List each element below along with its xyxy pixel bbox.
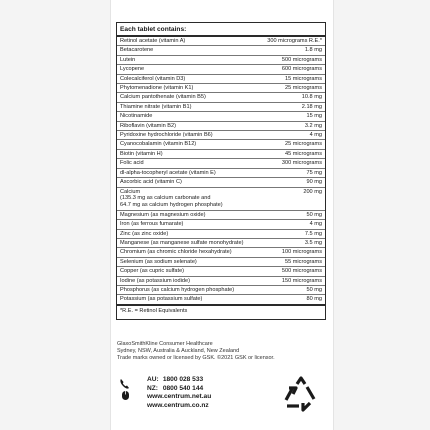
- ingredient-name: Chromium (as chromic chloride hexahydrate): [120, 249, 232, 256]
- ingredient-name: Retinol acetate (vitamin A): [120, 38, 186, 44]
- phone-nz[interactable]: 0800 540 144: [162, 384, 204, 392]
- table-row: [117, 159, 325, 168]
- recycle-icon: [283, 376, 319, 412]
- nutrient-table: [116, 22, 326, 320]
- contact-icons: [119, 377, 141, 401]
- table-row: [117, 258, 325, 267]
- web-mouse-icon: [122, 391, 129, 400]
- company-address: Sydney, NSW, Australia & Auckland, New Zealand: [117, 348, 240, 355]
- phone-icon: [120, 379, 129, 389]
- ingredient-amount: 4 mg: [309, 132, 322, 139]
- table-row: [117, 93, 325, 102]
- ingredient-name: dl-alpha-tocopheryl acetate (vitamin E): [120, 169, 216, 176]
- ingredient-name: Cyanocobalamin (vitamin B12): [120, 141, 197, 148]
- ingredient-name: Lutein: [120, 56, 136, 63]
- ingredient-name: Betacarotene: [120, 47, 154, 54]
- ingredient-name: Pyridoxine hydrochloride (vitamin B6): [120, 132, 213, 139]
- ingredient-amount: 3.2 mg: [304, 122, 322, 129]
- ingredient-amount: 2.18 mg: [301, 103, 322, 110]
- ingredient-amount: 10.8 mg: [301, 94, 322, 101]
- ingredient-amount: 90 mg: [306, 179, 322, 186]
- table-row: [117, 188, 325, 211]
- table-row: [117, 295, 325, 303]
- ingredient-name: Phytomenadione (vitamin K1): [120, 85, 194, 92]
- table-row: [117, 211, 325, 220]
- table-row: [117, 248, 325, 257]
- table-row: [117, 65, 325, 74]
- ingredient-name: Copper (as cupric sulfate): [120, 268, 185, 275]
- ingredient-name: Ascorbic acid (vitamin C): [120, 179, 182, 186]
- ingredient-amount: 15 mg: [306, 113, 322, 120]
- contact-au: AU: 1800 028 533: [147, 376, 204, 383]
- ingredient-amount: 75 mg: [306, 169, 322, 176]
- ingredient-amount: 500 micrograms: [281, 268, 322, 275]
- ingredient-amount: 100 micrograms: [281, 249, 322, 256]
- table-row: [117, 277, 325, 286]
- table-row: [117, 286, 325, 295]
- ingredient-name: Riboflavin (vitamin B2): [120, 122, 176, 129]
- table-row: [117, 169, 325, 178]
- ingredient-amount: 300 micrograms: [281, 160, 322, 167]
- website-au[interactable]: www.centrum.net.au: [147, 393, 212, 401]
- table-rows: [117, 37, 325, 304]
- ingredient-name: Calcium (135.3 mg as calcium carbonate and 64.7 mg as calcium hydrogen phosphate): [120, 188, 223, 209]
- ingredient-amount: 25 micrograms: [285, 85, 322, 92]
- footnote: *R.E. = Retinol Equivalents: [117, 304, 325, 319]
- table-row: [117, 267, 325, 276]
- table-row: [117, 150, 325, 159]
- ingredient-amount: 7.5 mg: [304, 230, 322, 237]
- ingredient-amount: 1.8 mg: [304, 47, 322, 54]
- ingredient-name: Manganese (as manganese sulfate monohydrate): [120, 239, 244, 246]
- table-row: [117, 140, 325, 149]
- table-row: [117, 239, 325, 248]
- ingredient-amount: 4 mg: [309, 221, 322, 228]
- ingredient-amount: 50 mg: [306, 211, 322, 218]
- ingredient-name: Lycopene: [120, 66, 145, 73]
- table-row: [117, 56, 325, 65]
- table-row: [117, 178, 325, 187]
- ingredient-name: Potassium (as potassium sulfate): [120, 296, 203, 303]
- contact-nz: NZ: 0800 540 144: [147, 384, 204, 392]
- ingredient-name: Phosphorus (as calcium hydrogen phosphate): [120, 286, 235, 293]
- table-row: [117, 37, 325, 46]
- ingredient-name: Thiamine nitrate (vitamin B1): [120, 103, 192, 110]
- company-info: [117, 341, 327, 363]
- ingredient-name: Iodine (as potassium iodide): [120, 277, 190, 284]
- table-header: Each tablet contains:: [117, 23, 325, 37]
- table-row: [117, 112, 325, 121]
- ingredient-name: Selenium (as sodium selenate): [120, 258, 197, 265]
- table-row: [117, 103, 325, 112]
- table-row: [117, 122, 325, 131]
- table-row: [117, 84, 325, 93]
- contact-block: [147, 376, 211, 410]
- ingredient-amount: 25 micrograms: [285, 141, 322, 148]
- ingredient-name: Folic acid: [120, 160, 144, 167]
- table-row: [117, 46, 325, 55]
- ingredient-amount: 150 micrograms: [281, 277, 322, 284]
- company-name: GlaxoSmithKline Consumer Healthcare: [117, 341, 213, 347]
- ingredient-amount: 55 micrograms: [285, 258, 322, 265]
- ingredient-name: Colecalciferol (vitamin D3): [120, 75, 186, 82]
- ingredient-amount: 50 mg: [306, 286, 322, 293]
- ingredient-amount: 15 micrograms: [285, 75, 322, 82]
- ingredient-name: Zinc (as zinc oxide): [120, 230, 169, 237]
- trademark-notice: Trade marks owned or licensed by GSK. ©2021 GSK or licensor.: [117, 355, 275, 362]
- table-row: [117, 131, 325, 140]
- ingredient-name: Iron (as ferrous fumarate): [120, 221, 184, 228]
- website-nz[interactable]: www.centrum.co.nz: [147, 401, 209, 409]
- ingredient-amount: 600 micrograms: [281, 66, 322, 73]
- phone-au[interactable]: 1800 028 533: [162, 376, 204, 383]
- ingredient-name: Magnesium (as magnesium oxide): [120, 211, 206, 218]
- ingredient-amount: 200 mg: [303, 188, 322, 195]
- ingredient-name: Biotin (vitamin H): [120, 150, 163, 157]
- ingredient-amount: 80 mg: [306, 296, 322, 303]
- table-row: [117, 230, 325, 239]
- ingredient-amount: 3.5 mg: [304, 239, 322, 246]
- ingredient-amount: 45 micrograms: [285, 150, 322, 157]
- ingredient-amount: 500 micrograms: [281, 56, 322, 63]
- table-row: [117, 75, 325, 84]
- ingredient-name: Nicotinamide: [120, 113, 153, 120]
- ingredient-amount: 300 micrograms R.E.*: [267, 38, 322, 44]
- table-row: [117, 220, 325, 229]
- ingredient-name: Calcium pantothenate (vitamin B5): [120, 94, 206, 101]
